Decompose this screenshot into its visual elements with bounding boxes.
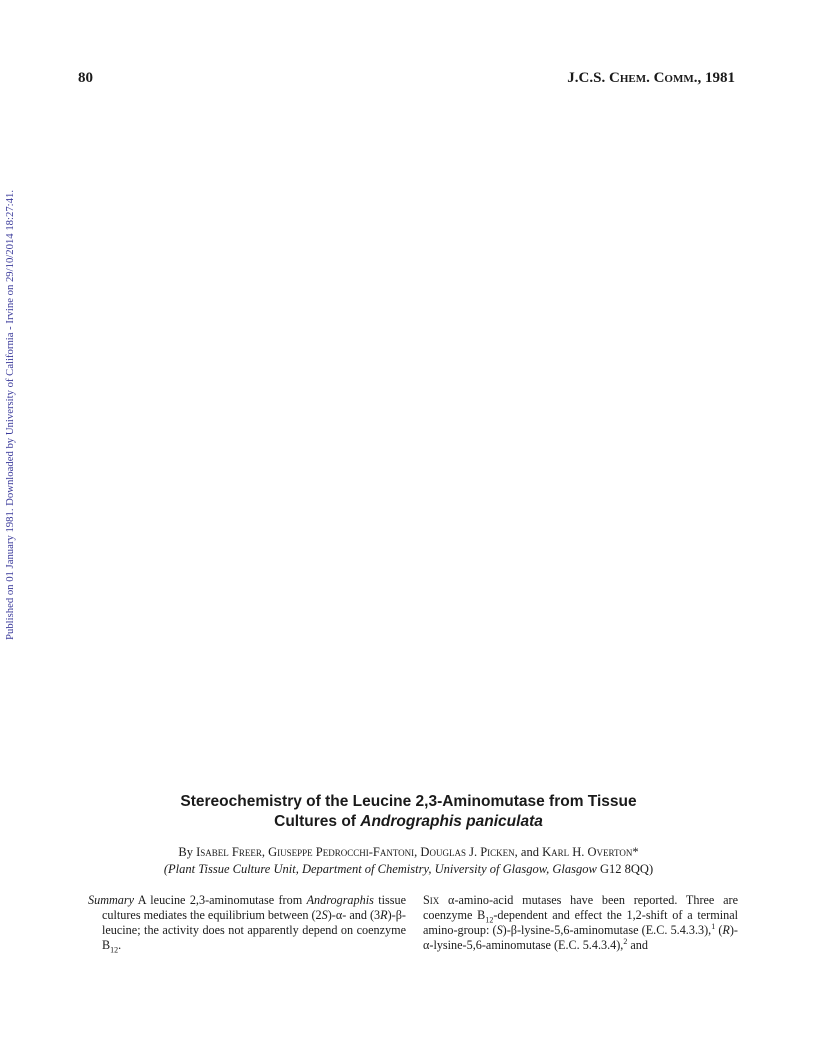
reference-1[interactable]: 1 (711, 921, 716, 931)
by-label: By (178, 845, 193, 859)
summary-text-3: )-α- and (3 (327, 908, 381, 922)
body-text-2: -dependent and effect the 1,2-shift of a terminal amino-group: ( (423, 908, 738, 937)
title-line-1: Stereochemistry of the Leucine 2,3-Aminomutase from Tissue (180, 793, 637, 810)
author-picken-initial: J. (469, 845, 478, 859)
body-column (423, 893, 738, 953)
and-conjunction: and (520, 845, 539, 859)
journal-year: , 1981 (697, 70, 735, 86)
title-species: Andrographis paniculata (360, 813, 543, 830)
journal-name: Chem. Comm. (608, 70, 698, 86)
journal-prefix: J.C.S. (567, 70, 609, 86)
body-lead-word: Six (423, 893, 440, 907)
article-title (0, 792, 817, 832)
author-pedrocchi-fantoni: Giuseppe Pedrocchi-Fantoni, (268, 845, 418, 859)
author-freer: Isabel Freer, (196, 845, 265, 859)
summary-column (88, 893, 406, 953)
summary-text-5: . (118, 938, 122, 952)
summary-text-1: A leucine 2,3-aminomutase from (134, 893, 307, 907)
affiliation-close: ) (648, 862, 654, 876)
affiliation-text: Plant Tissue Culture Unit, Department of Chemistry, University of Glasgow, Glasgow (168, 862, 597, 876)
author-overton-initial: H. (572, 845, 585, 859)
download-watermark (2, 190, 16, 640)
affiliation-postcode: G12 8QQ (599, 862, 649, 876)
body-subscript: 12 (485, 915, 494, 925)
body-text-3: )-β-lysine-5,6-aminomutase (E.C. 5.4.3.3), (502, 923, 712, 937)
summary-subscript: 12 (110, 945, 119, 955)
author-overton-first: Karl (542, 845, 570, 859)
author-list (0, 844, 817, 861)
reference-2[interactable]: 2 (623, 936, 628, 946)
body-text-5: )-α-lysine-5,6-aminomutase (E.C. 5.4.3.4), (423, 923, 738, 952)
body-paragraph (423, 893, 738, 953)
summary-stereo-s: S (321, 908, 328, 922)
summary-text-4: )-β-leucine; the activity does not apparently depend on coenzyme B (102, 908, 406, 952)
summary-genus: Andrographis (306, 893, 374, 907)
page-number: 80 (78, 70, 93, 86)
summary-text-2: tissue cultures mediates the equilibrium between (2 (102, 893, 406, 922)
affiliation (0, 861, 817, 878)
summary-stereo-r: R (380, 908, 388, 922)
title-line-2 (0, 812, 817, 832)
authors-block (0, 844, 817, 878)
journal-header (567, 70, 735, 87)
author-overton-last: Overton* (587, 845, 639, 859)
author-picken-last: Picken, (480, 845, 518, 859)
summary-paragraph (88, 893, 406, 953)
title-prefix: Cultures of (274, 813, 361, 830)
body-text-4: ( (715, 923, 723, 937)
body-stereo-r: R (722, 923, 730, 937)
author-picken-first: Douglas (420, 845, 466, 859)
summary-label: Summary (88, 893, 135, 907)
affiliation-open: ( (163, 862, 169, 876)
watermark-text: Published on 01 January 1981. Downloaded by University of California - Irvine on 29/10/2014 18:27:41. (5, 197, 16, 640)
body-text-6: and (627, 938, 648, 952)
body-text-1: α-amino-acid mutases have been reported. Three are coenzyme B (423, 893, 738, 922)
body-stereo-s: S (496, 923, 503, 937)
